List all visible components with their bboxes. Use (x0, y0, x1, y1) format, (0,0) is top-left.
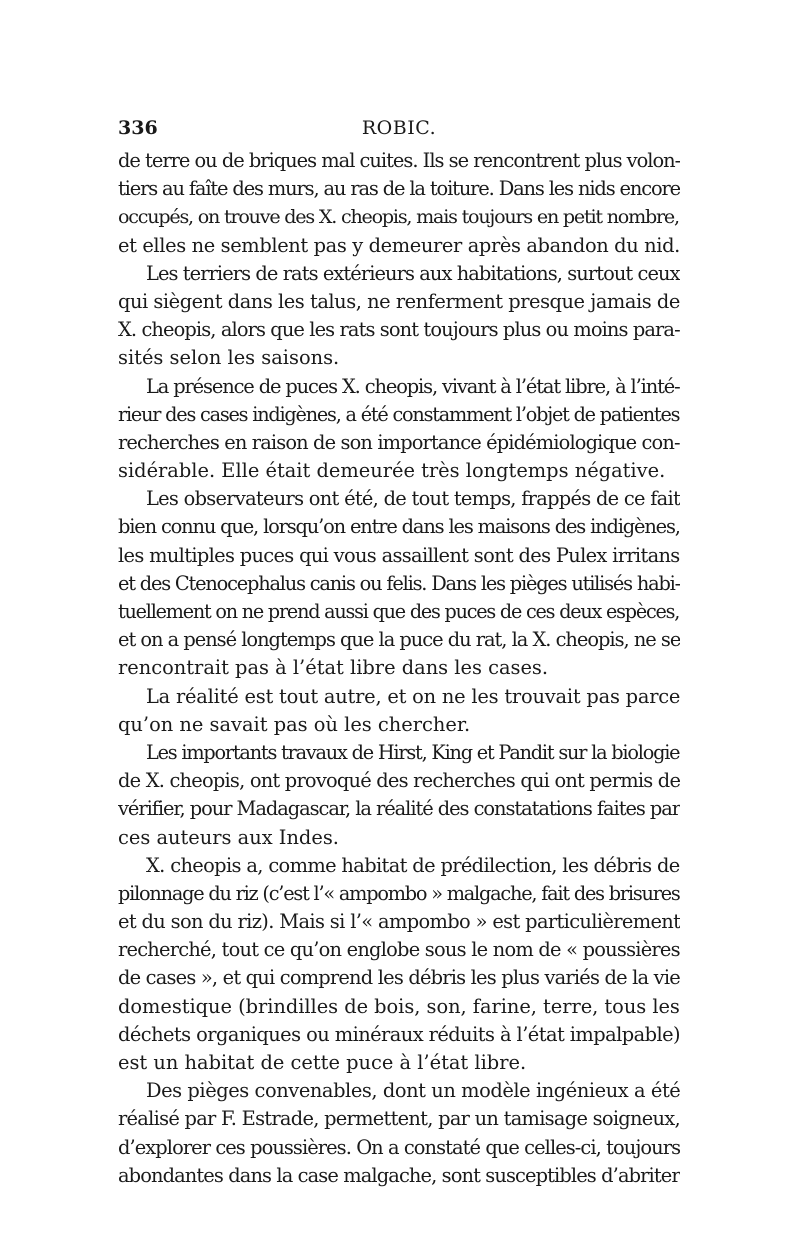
text-line: La présence de puces X. cheopis, vivant à l’état libre, à l’inté- (146, 374, 680, 398)
text-line: ces auteurs aux Indes. (118, 825, 339, 849)
text-line: abondantes dans la case malgache, sont susceptibles d’abriter (118, 1163, 680, 1187)
text-line: Les importants travaux de Hirst, King et Pandit sur la biologie (146, 740, 680, 764)
text-line: est un habitat de cette puce à l’état libre. (118, 1051, 527, 1074)
text-line: X. cheopis a, comme habitat de prédilection, les débris de (146, 853, 680, 877)
text-line: domestique (brindilles de bois, son, farine, terre, tous les (118, 994, 680, 1018)
text-line: de terre ou de briques mal cuites. Ils se rencontrent plus volon- (118, 149, 680, 172)
text-line: les multiples puces qui vous assaillent sont des Pulex irritans (118, 543, 680, 567)
running-head (118, 117, 680, 145)
text-line: d’explorer ces poussières. On a constaté que celles-ci, toujours (118, 1135, 680, 1159)
text-line: La réalité est tout autre, et on ne les trouvait pas parce (146, 684, 680, 708)
text-line: vérifier, pour Madagascar, la réalité des constatations faites par (118, 797, 680, 821)
text-line: Les terriers de rats extérieurs aux habitations, surtout ceux (146, 261, 680, 285)
text-line: rencontrait pas à l’état libre dans les cases. (118, 656, 549, 680)
text-line: sidérable. Elle était demeurée très longtemps négative. (118, 459, 666, 483)
text-line: rieur des cases indigènes, a été constamment l’objet de patientes (118, 402, 680, 426)
text-line: et elles ne semblent pas y demeurer après abandon du nid. (118, 233, 680, 257)
text-line: tuellement on ne prend aussi que des puces de ces deux espèces, (118, 600, 680, 623)
text-line: recherches en raison de son importance épidémiologique con- (118, 430, 680, 454)
text-line: tiers au faîte des murs, au ras de la toiture. Dans les nids encore (118, 177, 680, 201)
body-text (118, 147, 680, 1190)
text-line: de X. cheopis, ont provoqué des recherches qui ont permis de (118, 769, 680, 793)
running-title: ROBIC. (361, 117, 437, 139)
text-line: X. cheopis, alors que les rats sont toujours plus ou moins para- (118, 318, 680, 342)
text-line: pilonnage du riz (c’est l’« ampombo » malgache, fait des brisures (118, 881, 680, 905)
text-line: et des Ctenocephalus canis ou felis. Dans les pièges utilisés habi- (118, 571, 680, 595)
text-line: sités selon les saisons. (118, 346, 340, 370)
text-line: bien connu que, lorsqu’on entre dans les maisons des indigènes, (118, 515, 680, 539)
text-line: qui siègent dans les talus, ne renferment presque jamais de (118, 289, 680, 313)
text-line: réalisé par F. Estrade, permettent, par un tamisage soigneux, (118, 1107, 680, 1131)
text-line: et du son du riz). Mais si l’« ampombo » est particulièrement (118, 910, 680, 934)
text-line: Des pièges convenables, dont un modèle ingénieux a été (146, 1079, 680, 1103)
text-line: déchets organiques ou minéraux réduits à l’état impalpable) (118, 1022, 680, 1046)
page-number: 336 (118, 117, 158, 139)
text-line: de cases », et qui comprend les débris les plus variés de la vie (118, 966, 680, 990)
text-line: Les observateurs ont été, de tout temps, frappés de ce fait (146, 487, 680, 511)
text-line: qu’on ne savait pas où les chercher. (118, 712, 471, 736)
text-line: recherché, tout ce qu’on englobe sous le nom de « poussières (118, 938, 680, 962)
text-line: occupés, on trouve des X. cheopis, mais toujours en petit nombre, (118, 205, 679, 229)
text-line: et on a pensé longtemps que la puce du rat, la X. cheopis, ne se (118, 628, 680, 652)
